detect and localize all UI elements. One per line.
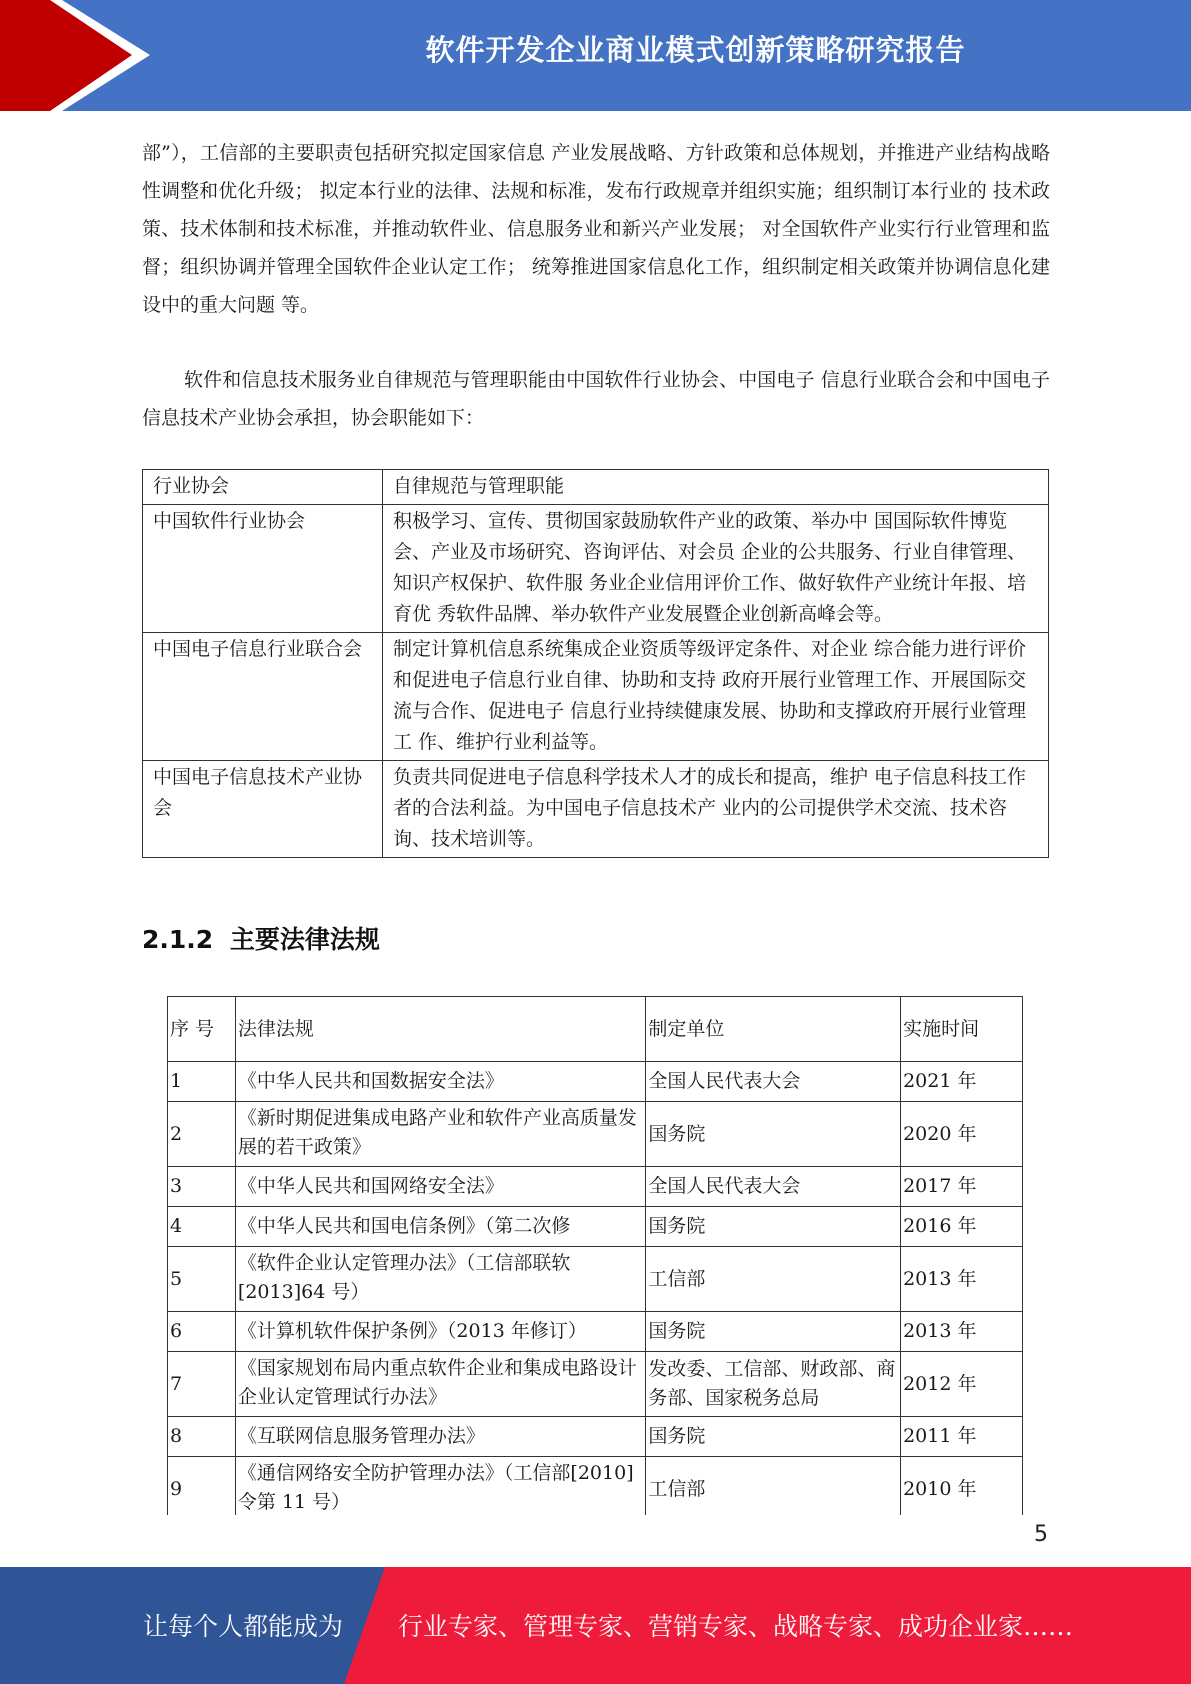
- law-number: 3: [168, 1167, 236, 1207]
- table-row: [168, 1102, 1023, 1167]
- section-title: 主要法律法规: [229, 925, 380, 954]
- association-paragraph: [142, 361, 1050, 437]
- footer-slogan-left: 让每个人都能成为: [143, 1612, 344, 1641]
- association-name: 中国电子信息行业联合会: [143, 633, 383, 761]
- table-row: [168, 1062, 1023, 1102]
- intro-paragraph: [142, 134, 1050, 324]
- law-unit: 国务院: [646, 1312, 901, 1352]
- association-name: 中国电子信息技术产业协会: [143, 761, 383, 858]
- page-number: 5: [1034, 1522, 1048, 1547]
- law-year: 2013 年: [901, 1247, 1023, 1312]
- law-year: 2021 年: [901, 1062, 1023, 1102]
- law-year: 2013 年: [901, 1312, 1023, 1352]
- law-unit: 全国人民代表大会: [646, 1167, 901, 1207]
- law-name: 《国家规划布局内重点软件企业和集成电路设计企业认定管理试行办法》: [235, 1352, 646, 1417]
- law-number: 9: [168, 1457, 236, 1522]
- header-cell: 实施时间: [901, 997, 1023, 1062]
- page-header: [0, 0, 1191, 111]
- paragraph-associations: 软件和信息技术服务业自律规范与管理职能由中国软件行业协会、中国电子 信息行业联合会和中国电子信息技术产业协会承担，协会职能如下：: [142, 369, 1050, 429]
- footer-slogan-right: 行业专家、管理专家、营销专家、战略专家、成功企业家……: [398, 1612, 1074, 1641]
- law-name: 《软件企业认定管理办法》（工信部联软[2013]64 号）: [235, 1247, 646, 1312]
- association-table: [142, 469, 1049, 858]
- law-year: 2020 年: [901, 1102, 1023, 1167]
- law-unit: 国务院: [646, 1417, 901, 1457]
- association-duty: 负责共同促进电子信息科学技术人才的成长和提高，维护 电子信息科技工作者的合法利益。为中国电子信息技术产 业内的公司提供学术交流、技术咨询、技术培训等。: [383, 761, 1049, 858]
- law-name: 《中华人民共和国网络安全法》: [235, 1167, 646, 1207]
- table-row: [168, 1247, 1023, 1312]
- table-row: [168, 1207, 1023, 1247]
- law-unit: 国务院: [646, 1207, 901, 1247]
- table-row: [168, 1312, 1023, 1352]
- law-number: 1: [168, 1062, 236, 1102]
- law-name: 《通信网络安全防护管理办法》（工信部[2010]令第 11 号）: [235, 1457, 646, 1522]
- table-header-row: [143, 470, 1049, 505]
- paragraph-ministry-duties: 部”），工信部的主要职责包括研究拟定国家信息 产业发展战略、方针政策和总体规划，并推进产业结构战略性调整和优化升级； 拟定本行业的法律、法规和标准，发布行政规章并组织实施；组织制订本行业的 技术政策、技术体制和技术标准，并推动软件业、信息服务业和新兴产业发展； 对全国软件产业实行行业管理和监督；组织协调并管理全国软件企业认定工作； 统筹推进国家信息化工作，组织制定相关政策并协调信息化建设中的重大问题 等。: [142, 142, 1050, 316]
- table-row: [143, 761, 1049, 858]
- law-unit: 国务院: [646, 1102, 901, 1167]
- law-number: 2: [168, 1102, 236, 1167]
- header-cell: 行业协会: [143, 470, 383, 505]
- header-cell: 法律法规: [235, 997, 646, 1062]
- table-row: [143, 505, 1049, 633]
- section-number: 2.1.2: [142, 925, 214, 954]
- law-name-cell: [235, 1207, 646, 1247]
- law-unit: 工信部: [646, 1247, 901, 1312]
- law-name: 《新时期促进集成电路产业和软件产业高质量发展的若干政策》: [235, 1102, 646, 1167]
- law-unit: 全国人民代表大会: [646, 1062, 901, 1102]
- law-name: 《互联网信息服务管理办法》: [235, 1417, 646, 1457]
- association-duty: 制定计算机信息系统集成企业资质等级评定条件、对企业 综合能力进行评价和促进电子信息行业自律、协助和支持 政府开展行业管理工作、开展国际交流与合作、促进电子 信息行业持续健康发展、协助和支撑政府开展行业管理工 作、维护行业利益等。: [383, 633, 1049, 761]
- law-name: 《中华人民共和国电信条例》（第二次修: [237, 1215, 571, 1237]
- law-number: 7: [168, 1352, 236, 1417]
- header-cell: 自律规范与管理职能: [383, 470, 1049, 505]
- table-row: [168, 1417, 1023, 1457]
- law-year: 2010 年: [901, 1457, 1023, 1522]
- table-row: [168, 1167, 1023, 1207]
- law-year: 2017 年: [901, 1167, 1023, 1207]
- table-header-row: [168, 997, 1023, 1062]
- table-row: [168, 1457, 1023, 1522]
- table-page-break: [160, 1515, 1040, 1535]
- law-unit: 发改委、工信部、财政部、商务部、国家税务总局: [646, 1352, 901, 1417]
- law-year: 2011 年: [901, 1417, 1023, 1457]
- header-cell: 序 号: [168, 997, 236, 1062]
- law-year: 2012 年: [901, 1352, 1023, 1417]
- law-name: 《计算机软件保护条例》（2013 年修订）: [235, 1312, 646, 1352]
- page-footer: [0, 1567, 1191, 1684]
- law-name: 《中华人民共和国数据安全法》: [235, 1062, 646, 1102]
- association-name: 中国软件行业协会: [143, 505, 383, 633]
- law-number: 8: [168, 1417, 236, 1457]
- table-row: [168, 1352, 1023, 1417]
- table-row: [143, 633, 1049, 761]
- law-year: 2016 年: [901, 1207, 1023, 1247]
- law-number: 6: [168, 1312, 236, 1352]
- law-table: [167, 996, 1023, 1522]
- section-heading: [142, 920, 380, 956]
- law-number: 5: [168, 1247, 236, 1312]
- association-duty: 积极学习、宣传、贯彻国家鼓励软件产业的政策、举办中 国国际软件博览会、产业及市场研究、咨询评估、对会员 企业的公共服务、行业自律管理、知识产权保护、软件服 务业企业信用评价工作、做好软件产业统计年报、培育优 秀软件品牌、举办软件产业发展暨企业创新高峰会等。: [383, 505, 1049, 633]
- law-number: 4: [168, 1207, 236, 1247]
- report-title: 软件开发企业商业模式创新策略研究报告: [425, 33, 966, 67]
- law-unit: 工信部: [646, 1457, 901, 1522]
- header-cell: 制定单位: [646, 997, 901, 1062]
